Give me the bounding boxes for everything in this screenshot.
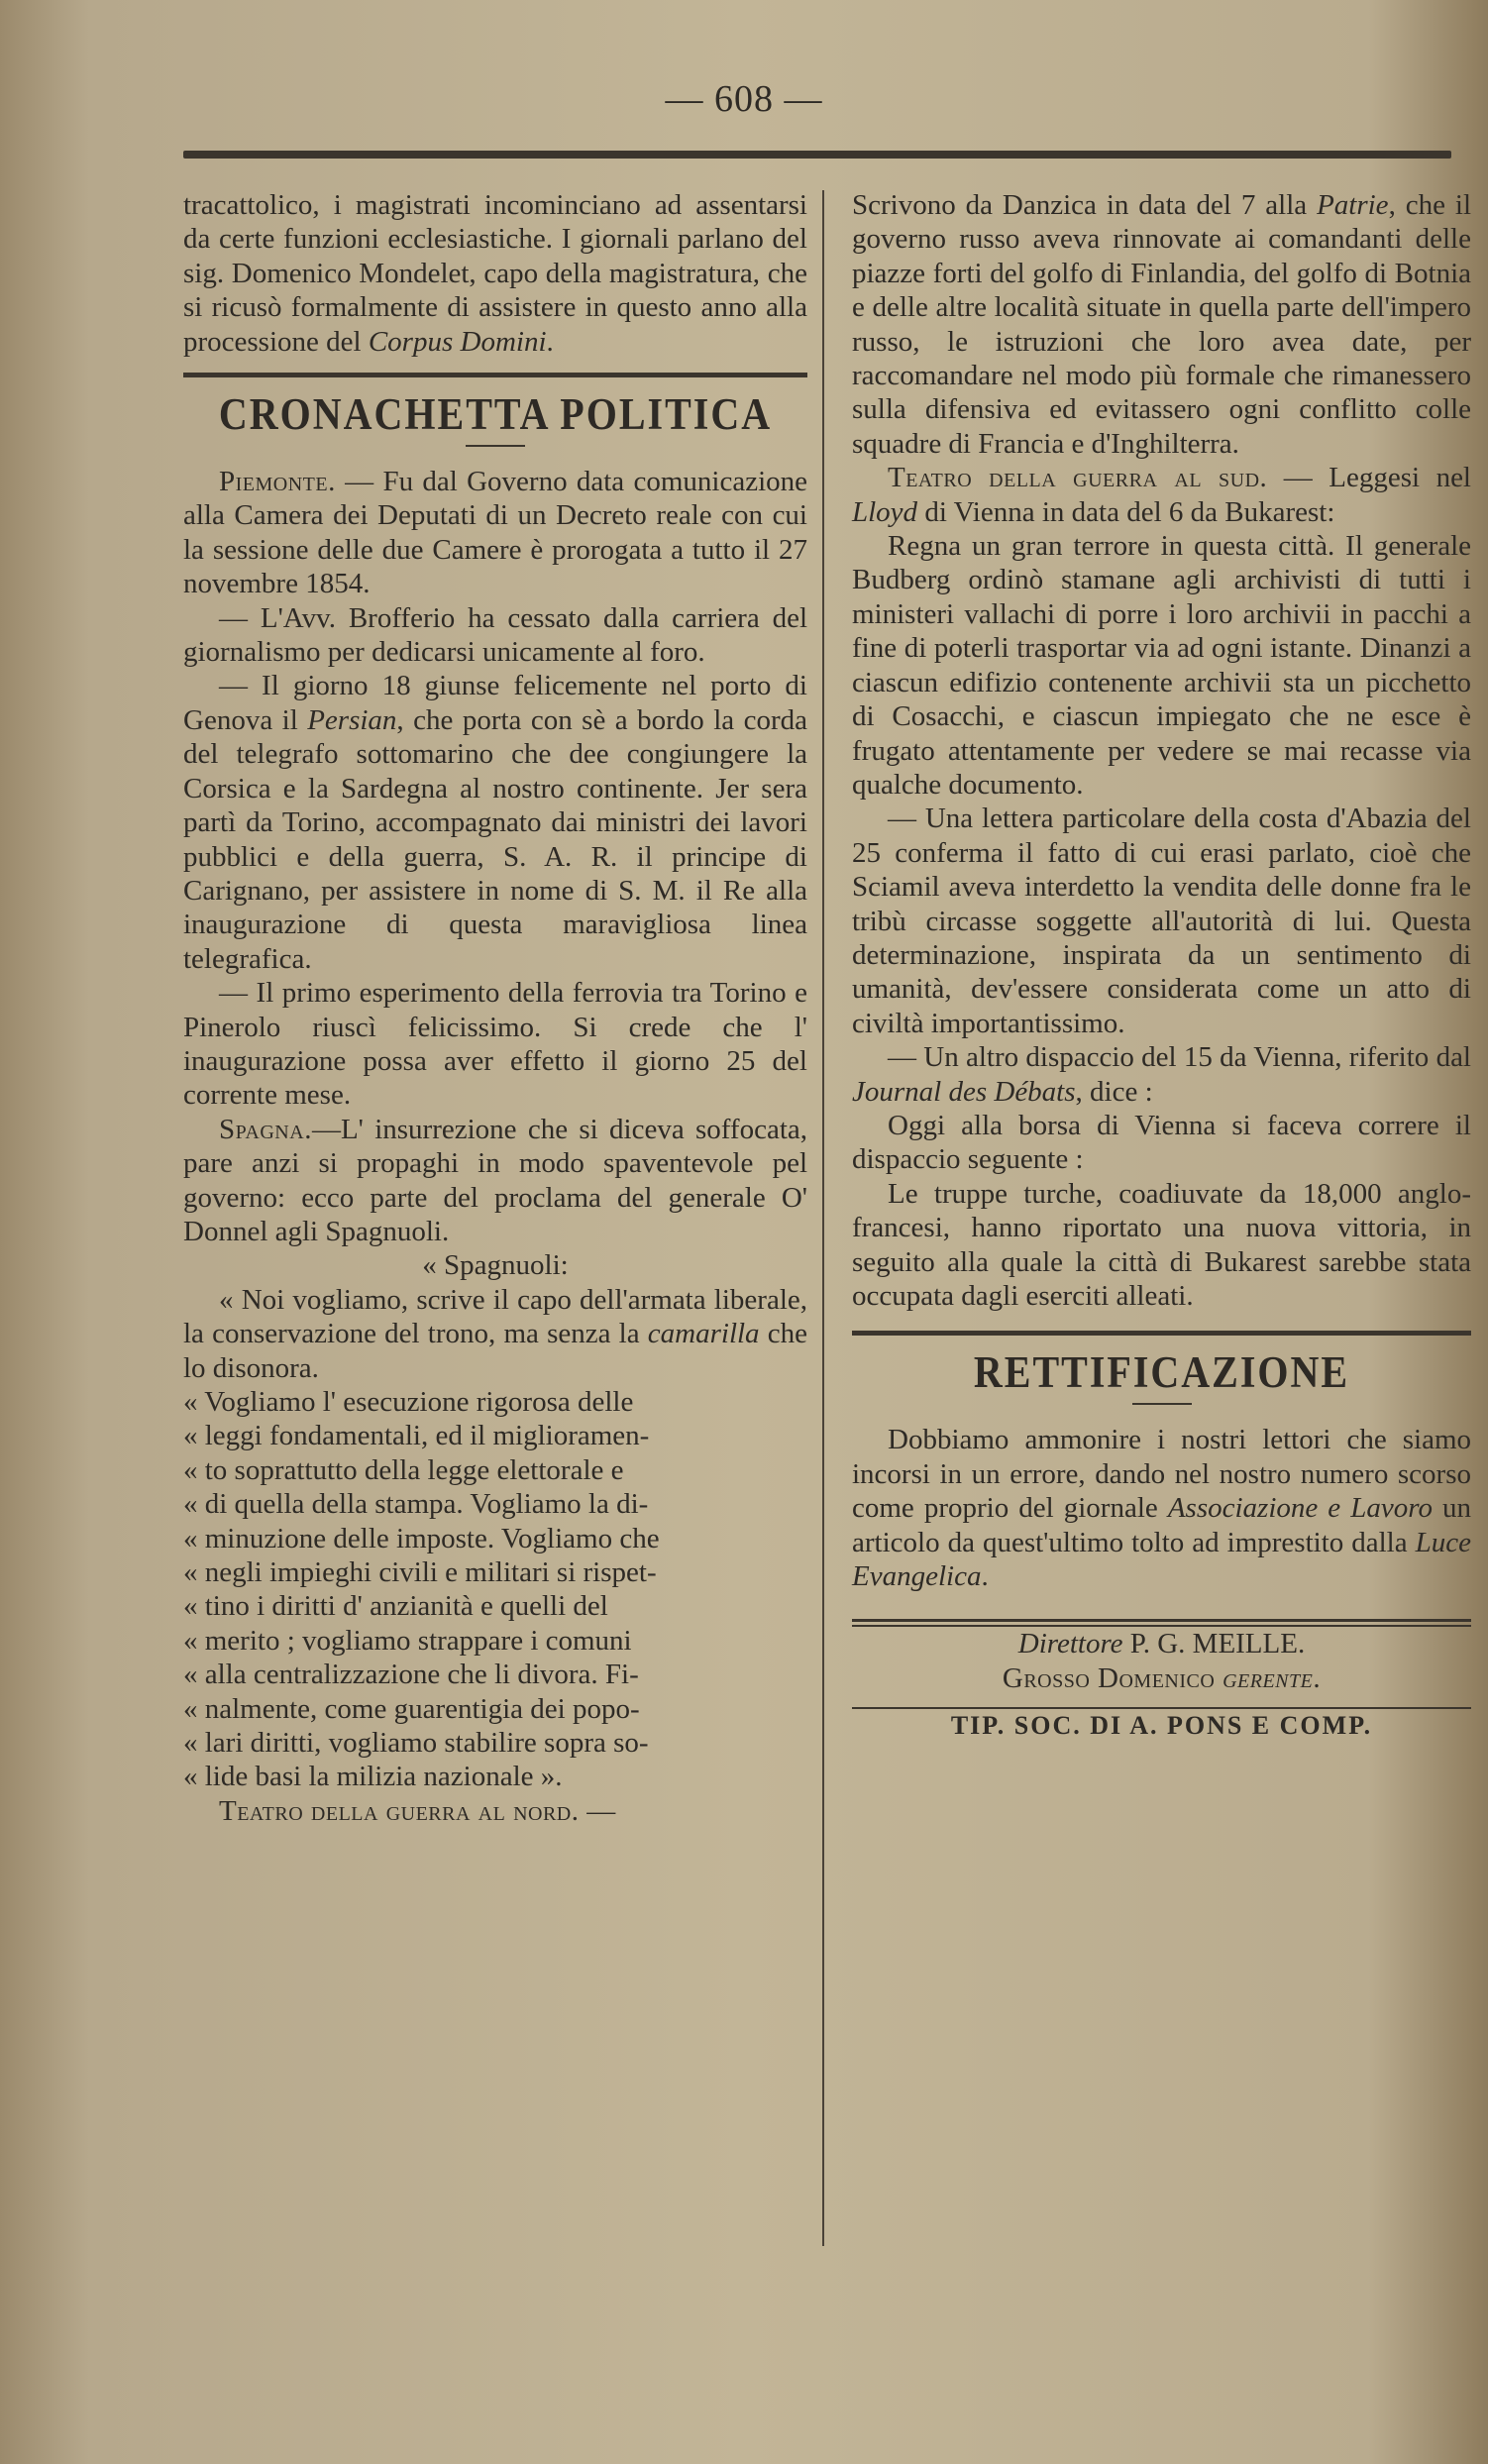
quote-line: « alla centralizzazione che li divora. Fi- [183,1659,639,1691]
footer-rule-top [852,1619,1471,1622]
quote-line: « minuzione delle imposte. Vogliamo che [183,1522,660,1554]
paragraph-persian: — Il giorno 18 giunse felicemente nel porto di Genova il Persian, che porta con sè a bordo la corda del telegrafo sottomarino che dee congiungere la Corsica e la Sardegna al nostro continente. Jer sera partì da Torino, accompagnato dai ministri dei lavori pubblici e della guerra, S. A. R. il principe di Carignano, per assistere in nome di S. M. il Re alla inaugurazione di questa maravigliosa linea telegrafica. [183,670,807,975]
paragraph-spagna: Spagna.—L' insurrezione che si diceva soffocata, pare anzi si propaghi in modo spaventevole pel governo: ecco parte del proclama del generale O' Donnel agli Spagnuoli. [183,1113,807,1247]
paragraph-brofferio: — L'Avv. Brofferio ha cessato dalla carriera del giornalismo per dedicarsi unicamente al foro. [183,601,807,669]
quote-line: « nalmente, come guarentigia dei popo- [183,1692,640,1725]
section-rule [852,1331,1471,1336]
paragraph-teatro-sud: Teatro della guerra al sud. — Leggesi nel Lloyd di Vienna in data del 6 da Bukarest: [852,462,1471,528]
paragraph-proclama: « Noi vogliamo, scrive il capo dell'armata liberale, la conservazione del trono, ma senza la camarilla che lo disonora. [183,1283,807,1384]
heading-spagnuoli: « Spagnuoli: [422,1249,569,1282]
right-column [852,188,1471,1744]
quote-line: « to soprattutto della legge elettorale e [183,1453,624,1486]
section-title-cronachetta: CRONACHETTA POLITICA [218,387,773,440]
quote-line: « Vogliamo l' esecuzione rigorosa delle [183,1386,634,1418]
quote-block [183,1385,807,1794]
director-line: Direttore P. G. MEILLE. [1017,1628,1306,1661]
paragraph-danzica: Scrivono da Danzica in data del 7 alla Patrie, che il governo russo aveva rinnovate ai comandanti delle piazze forti del golfo di Finlandia, del golfo di Botnia e delle altre località situate in quella parte dell'impero russo, le istruzioni che loro avea date, per raccomandare nel modo più formale che rimanessero sulla difensiva ed evitassero ogni conflitto colle squadre di Francia e d'Inghilterra. [852,189,1472,460]
title-underline [466,445,525,447]
footer-rule [852,1619,1471,1627]
paragraph-borsa: Oggi alla borsa di Vienna si faceva correre il dispaccio seguente : [852,1109,1471,1176]
paragraph-piemonte: Piemonte. — Fu dal Governo data comunicazione alla Camera dei Deputati di un Decreto reale con cui la sessione delle due Camere è prorogata a tutto il 27 novembre 1854. [183,466,807,600]
quote-line: « merito ; vogliamo strappare i comuni [183,1624,632,1657]
left-column [183,188,807,1828]
page-number: — 608 — [665,78,823,120]
quote-line: « leggi fondamentali, ed il miglioramen- [183,1420,650,1452]
column-divider [822,190,824,2246]
paragraph-rettificazione: Dobbiamo ammonire i nostri lettori che siamo incorsi in un errore, dando nel nostro numero scorso come proprio del giornale Associazione e Lavoro un articolo da quest'ultimo tolto ad imprestito dalla Luce Evangelica. [852,1424,1472,1593]
gerente-line: Grosso Domenico gerente. [1002,1661,1322,1694]
section-rule [183,373,807,377]
paragraph-corpus-domini: tracattolico, i magistrati incominciano ad assentarsi da certe funzioni ecclesiastiche. I giornali parlano del sig. Domenico Mondelet, capo della magistratura, che si ricusò formalmente di assistere in questo anno alla processione del Corpus Domini. [183,189,807,358]
quote-line: « tino i diritti d' anzianità e quelli del [183,1590,608,1623]
section-title-rettificazione: RETTIFICAZIONE [973,1345,1350,1398]
quote-line: « negli impieghi civili e militari si rispet- [183,1556,657,1589]
paragraph-abazia: — Una lettera particolare della costa d'Abazia del 25 conferma il fatto di cui erasi parlato, cioè che Sciamil aveva interdetto la vendita delle donne fra le tribù circasse soggette all'autorità di lui. Questa determinazione, inspirata da un sentimento di umanità, dev'essere considerata come un atto di civiltà importantissimo. [852,803,1471,1039]
paragraph-dispaccio: — Un altro dispaccio del 15 da Vienna, riferito dal Journal des Débats, dice : [852,1041,1471,1108]
quote-line: « di quella della stampa. Vogliamo la di- [183,1488,649,1521]
heading-teatro-nord: Teatro della guerra al nord. — [219,1794,616,1827]
printer-imprint: TIP. SOC. DI A. PONS E COMP. [950,1711,1373,1741]
paragraph-truppe: Le truppe turche, coadiuvate da 18,000 anglo-francesi, hanno riportato una nuova vittoria, in seguito alla quale la città di Bukarest sarebbe stata occupata dagli eserciti alleati. [852,1177,1471,1312]
quote-line: « lari diritti, vogliamo stabilire sopra so- [183,1727,649,1760]
header-rule [183,151,1451,159]
paragraph-ferrovia: — Il primo esperimento della ferrovia tra Torino e Pinerolo riuscì felicissimo. Si crede che l' inaugurazione possa aver effetto il giorno 25 del corrente mese. [183,977,807,1112]
title-underline [1132,1403,1192,1405]
paragraph-terrore: Regna un gran terrore in questa città. Il generale Budberg ordinò stamane agli archivisti di tutti i ministeri vallachi di porre i loro archivii in pacchi a fine di poterli trasportar via ad ogni istante. Dinanzi a ciascun edifizio contenente archivii sta un picchetto di Cosacchi, e ciascun impiegato che ne esce è frugato attentamente per vedere se mai recasse via qualche documento. [852,530,1471,801]
quote-line: « lide basi la milizia nazionale ». [183,1761,563,1793]
